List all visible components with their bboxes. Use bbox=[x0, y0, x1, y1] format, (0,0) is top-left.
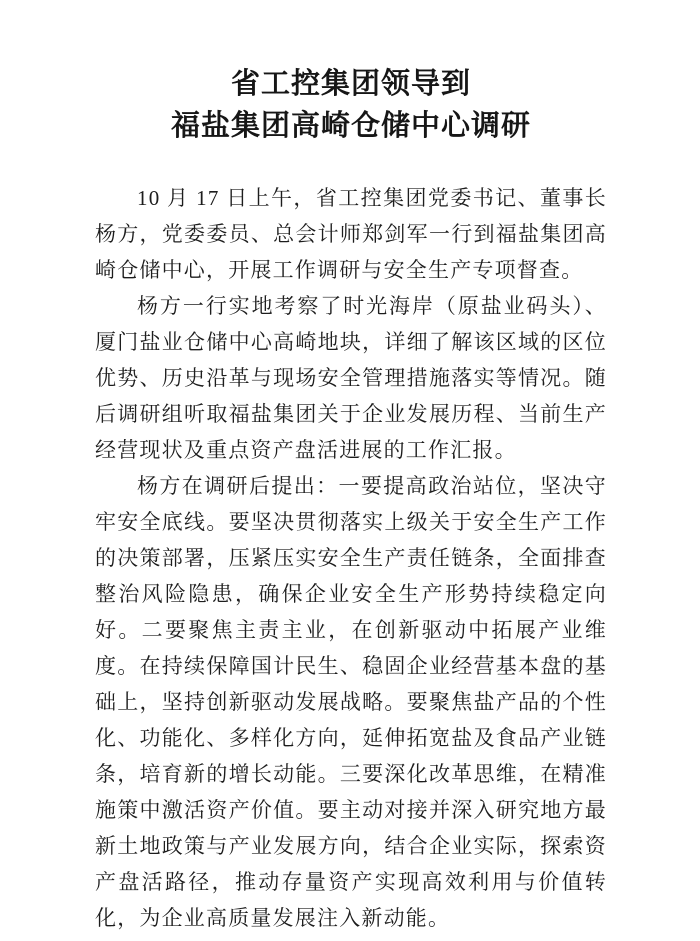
document-title bbox=[95, 63, 607, 147]
document-title-line-2: 福盐集团高崎仓储中心调研 bbox=[170, 110, 531, 142]
document-body bbox=[95, 180, 607, 936]
document-title-line-1: 省工控集团领导到 bbox=[230, 68, 471, 100]
paragraph-site-inspection: 杨方一行实地考察了时光海岸（原盐业码头）、厦门盐业仓储中心高崎地块，详细了解该区域的区位优势、历史沿革与现场安全管理措施落实等情况。随后调研组听取福盐集团关于企业发展历程、当前生产经营现状及重点资产盘活进展的工作汇报。 bbox=[95, 294, 607, 462]
paragraph-remarks: 杨方在调研后提出：一要提高政治站位，坚决守牢安全底线。要坚决贯彻落实上级关于安全生产工作的决策部署，压紧压实安全生产责任链条，全面排查整治风险隐患，确保企业安全生产形势持续稳定向好。二要聚焦主责主业，在创新驱动中拓展产业维度。在持续保障国计民生、稳固企业经营基本盘的基础上，坚持创新驱动发展战略。要聚焦盐产品的个性化、功能化、多样化方向，延伸拓宽盐及食品产业链条，培育新的增长动能。三要深化改革思维，在精准施策中激活资产价值。要主动对接并深入研究地方最新土地政策与产业发展方向，结合企业实际，探索资产盘活路径，推动存量资产实现高效利用与价值转化，为企业高质量发展注入新动能。 bbox=[95, 474, 607, 930]
paragraph-visit-intro: 10 月 17 日上午，省工控集团党委书记、董事长杨方，党委委员、总会计师郑剑军一行到福盐集团高崎仓储中心，开展工作调研与安全生产专项督查。 bbox=[95, 186, 607, 282]
